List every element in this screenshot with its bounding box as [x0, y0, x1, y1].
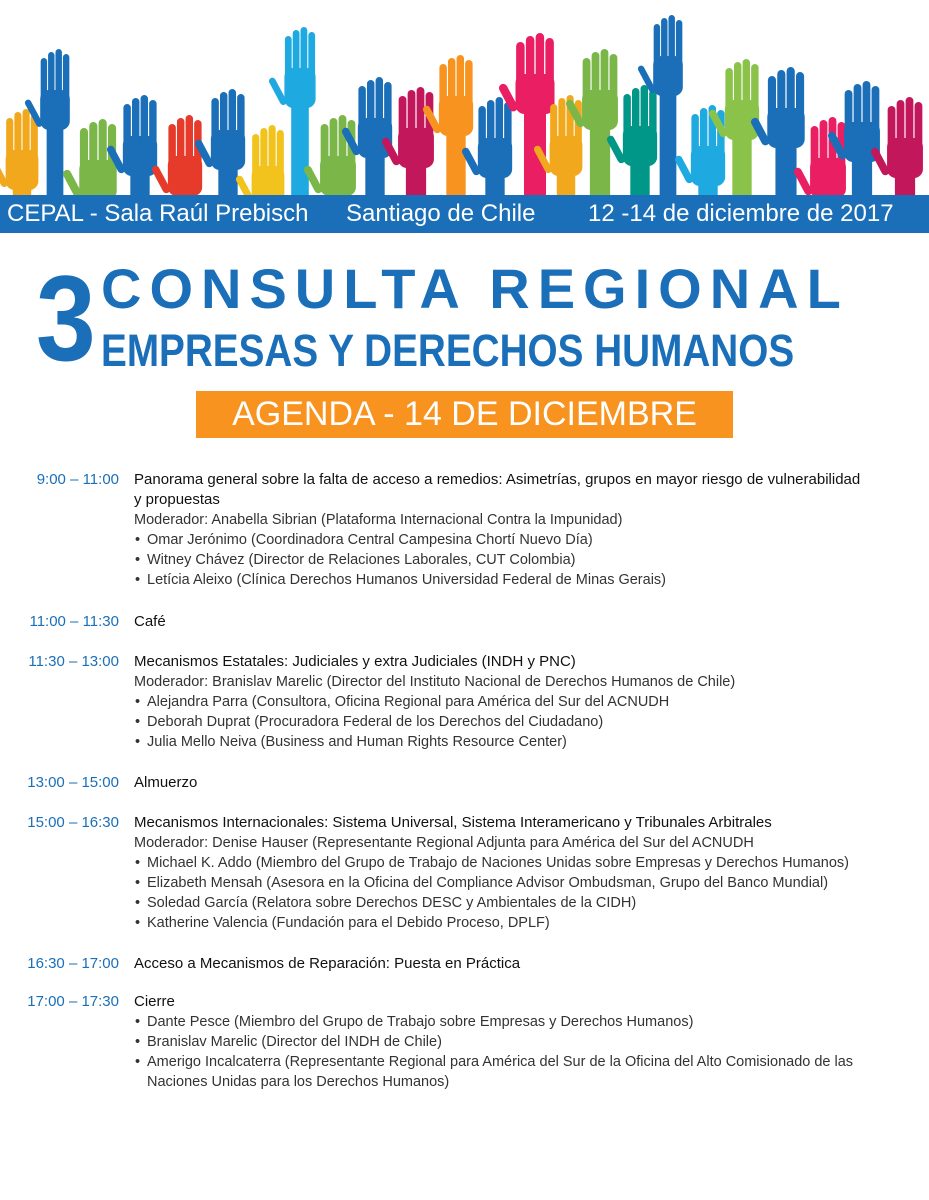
- venue-label: CEPAL - Sala Raúl Prebisch: [7, 200, 309, 227]
- time-slot: 11:00 – 11:30: [29, 613, 119, 630]
- moderator: Moderador: Branislav Marelic (Director del Instituto Nacional de Derechos Humanos de Chile): [134, 674, 736, 690]
- event-banner: [0, 195, 929, 233]
- bullet-icon: •: [135, 572, 141, 588]
- bullet-icon: •: [135, 875, 141, 891]
- session-title-line: Panorama general sobre la falta de acceso a remedios: Asimetrías, grupos en mayor riesgo de vulnerabilidad: [134, 471, 861, 488]
- agenda-date-badge: AGENDA - 14 DE DICIEMBRE: [196, 391, 733, 438]
- session-details: [134, 773, 904, 793]
- dates-label: 12 -14 de diciembre de 2017: [588, 200, 894, 227]
- time-slot: 11:30 – 13:00: [28, 653, 119, 670]
- bullet-icon: •: [135, 552, 141, 568]
- raised-hand-icon: [303, 115, 356, 196]
- session-details: [134, 652, 904, 752]
- moderator: Moderador: Denise Hauser (Representante Regional Adjunta para América del Sur del ACNUDH: [134, 835, 754, 851]
- raised-hand-icon: [62, 119, 117, 196]
- time-slot: 9:00 – 11:00: [36, 471, 119, 488]
- session-title-line: Mecanismos Internacionales: Sistema Universal, Sistema Interamericano y Tribunales Arbitrales: [134, 814, 772, 831]
- session-title-line: Acceso a Mecanismos de Reparación: Puesta en Práctica: [134, 955, 521, 972]
- session-details: [134, 992, 904, 1092]
- bullet-icon: •: [135, 1054, 141, 1070]
- bullet-icon: •: [135, 734, 141, 750]
- session-title-line: Café: [134, 613, 166, 630]
- raised-hand-icon: [0, 109, 38, 196]
- session-title-line: Almuerzo: [134, 774, 198, 791]
- panelist: • Omar Jerónimo (Coordinadora Central Campesina Chortí Nuevo Día): [135, 532, 593, 548]
- bullet-icon: •: [135, 694, 141, 710]
- city-label: Santiago de Chile: [346, 200, 536, 227]
- panelist: • Elizabeth Mensah (Asesora en la Oficina del Compliance Advisor Ombudsman, Grupo del Banco Mundial): [135, 875, 829, 891]
- moderator: Moderador: Anabella Sibrian (Plataforma Internacional Contra la Impunidad): [134, 512, 623, 528]
- title-line-2: EMPRESAS Y DERECHOS HUMANOS: [101, 325, 795, 376]
- panelist: • Michael K. Addo (Miembro del Grupo de Trabajo de Naciones Unidas sobre Empresas y Derechos Humanos): [135, 855, 849, 871]
- time-slot: 13:00 – 15:00: [27, 774, 119, 791]
- bullet-icon: •: [135, 895, 141, 911]
- title-line-1: CONSULTA REGIONAL: [101, 257, 849, 320]
- panelist: • Letícia Aleixo (Clínica Derechos Humanos Universidad Federal de Minas Gerais): [135, 572, 667, 588]
- panelist: • Julia Mello Neiva (Business and Human Rights Resource Center): [135, 734, 567, 750]
- session-title-line: Mecanismos Estatales: Judiciales y extra Judiciales (INDH y PNC): [134, 653, 576, 670]
- session-details: [134, 813, 904, 933]
- bullet-icon: •: [135, 915, 141, 931]
- panelist: • Witney Chávez (Director de Relaciones Laborales, CUT Colombia): [135, 552, 576, 568]
- bullet-icon: •: [135, 1014, 141, 1030]
- panelist: • Katherine Valencia (Fundación para el Debido Proceso, DPLF): [135, 915, 550, 931]
- panelist: • Dante Pesce (Miembro del Grupo de Trabajo sobre Empresas y Derechos Humanos): [135, 1014, 694, 1030]
- time-slot: 16:30 – 17:00: [27, 955, 119, 972]
- panelist: • Soledad García (Relatora sobre Derechos DESC y Ambientales de la CIDH): [135, 895, 637, 911]
- session-details: [134, 612, 904, 632]
- raised-hand-icon: [151, 115, 203, 196]
- time-slot: 17:00 – 17:30: [27, 993, 119, 1010]
- raised-hands-illustration: [0, 0, 929, 196]
- time-slot: 15:00 – 16:30: [27, 814, 119, 831]
- edition-number: 3: [36, 250, 96, 386]
- bullet-icon: •: [135, 1034, 141, 1050]
- bullet-icon: •: [135, 532, 141, 548]
- panelist: • Amerigo Incalcaterra (Representante Regional para América del Sur de la Oficina del Alto Comisionado de las Naciones Unidas para los Derechos Humanos): [135, 1054, 854, 1090]
- session-title-line: Cierre: [134, 993, 175, 1010]
- session-title-line: y propuestas: [134, 491, 220, 508]
- session-details: [134, 470, 904, 590]
- panelist: • Deborah Duprat (Procuradora Federal de los Derechos del Ciudadano): [135, 714, 604, 730]
- session-details: [134, 954, 904, 974]
- bullet-icon: •: [135, 855, 141, 871]
- panelist: • Alejandra Parra (Consultora, Oficina Regional para América del Sur del ACNUDH: [135, 694, 670, 710]
- panelist: • Branislav Marelic (Director del INDH de Chile): [135, 1034, 442, 1050]
- bullet-icon: •: [135, 714, 141, 730]
